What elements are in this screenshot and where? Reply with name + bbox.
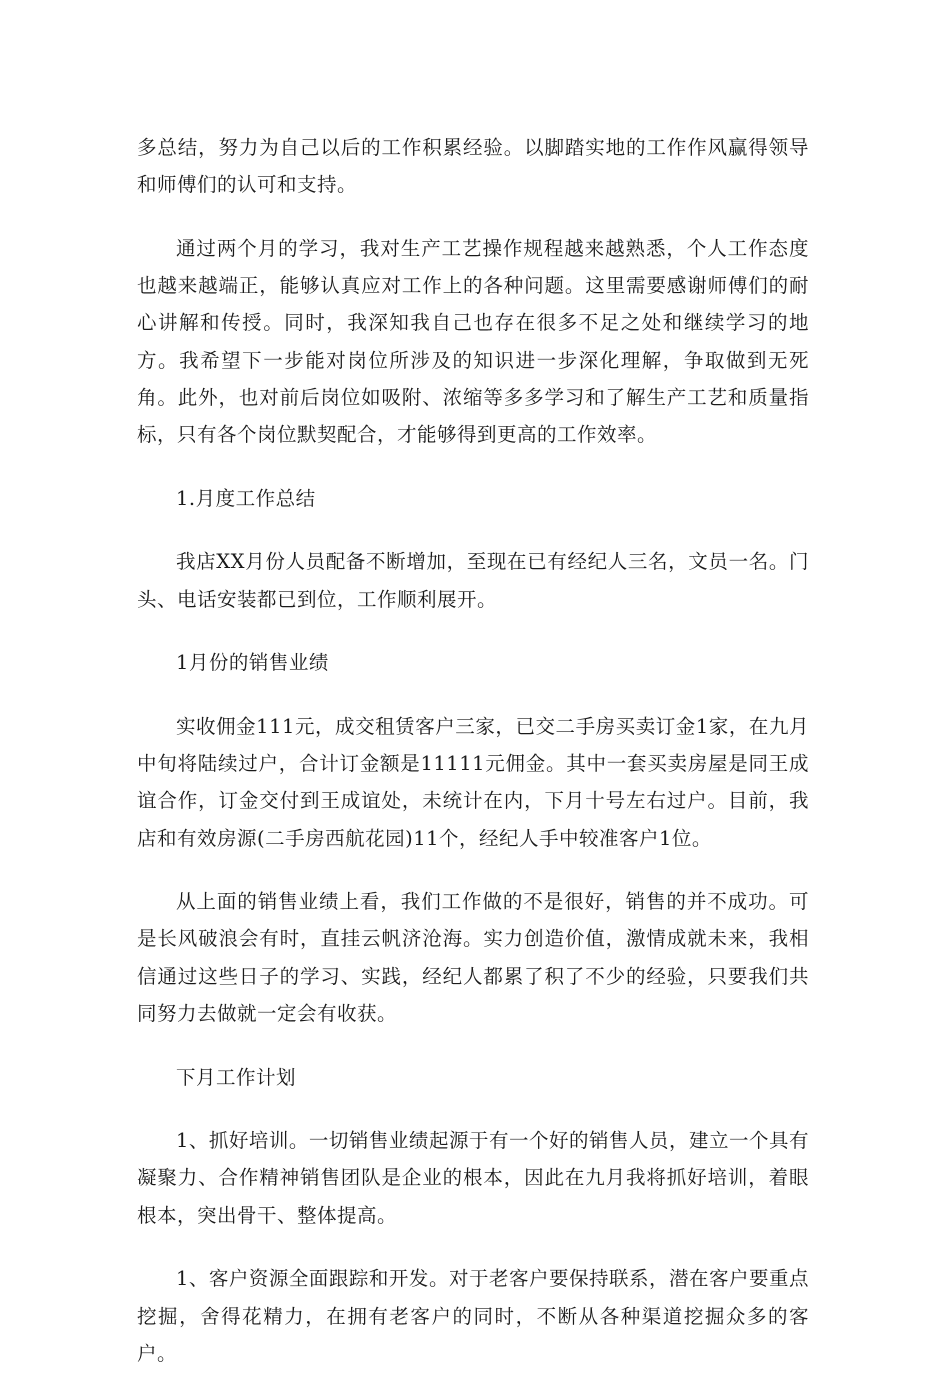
paragraph-sales-analysis: 从上面的销售业绩上看，我们工作做的不是很好，销售的并不成功。可是长风破浪会有时，直挂云帆济沧海。实力创造价值，激情成就未来，我相信通过这些日子的学习、实践，经纪人都累了积了不少的经验，只要我们共同努力去做就一定会有收获。 (137, 890, 809, 1025)
paragraph-staffing: 我店XX月份人员配备不断增加，至现在已有经纪人三名，文员一名。门头、电话安装都已到位，工作顺利展开。 (137, 550, 809, 611)
subheading-sales-performance: 1月份的销售业绩 (176, 651, 329, 675)
paragraph-continuation: 多总结，努力为自己以后的工作积累经验。以脚踏实地的工作作风赢得领导和师傅们的认可和支持。 (137, 136, 809, 197)
document-body (137, 129, 809, 1398)
paragraph-plan-training: 1、抓好培训。一切销售业绩起源于有一个好的销售人员，建立一个具有凝聚力、合作精神销售团队是企业的根本，因此在九月我将抓好培训，着眼根本，突出骨干、整体提高。 (137, 1129, 809, 1227)
section-heading-monthly-summary: 1.月度工作总结 (176, 486, 316, 510)
paragraph-sales-details: 实收佣金111元，成交租赁客户三家，已交二手房买卖订金1家，在九月中旬将陆续过户，合计订金额是11111元佣金。其中一套买卖房屋是同王成谊合作，订金交付到王成谊处，未统计在内，下月十号左右过户。目前，我店和有效房源(二手房西航花园)11个，经纪人手中较准客户1位。 (137, 714, 809, 850)
paragraph-plan-customers: 1、客户资源全面跟踪和开发。对于老客户要保持联系，潜在客户要重点挖掘，舍得花精力，在拥有老客户的同时，不断从各种渠道挖掘众多的客户。 (137, 1267, 809, 1365)
paragraph-study-reflection: 通过两个月的学习，我对生产工艺操作规程越来越熟悉，个人工作态度也越来越端正，能够认真应对工作上的各种问题。这里需要感谢师傅们的耐心讲解和传授。同时，我深知我自己也存在很多不足之处和继续学习的地方。我希望下一步能对岗位所涉及的知识进一步深化理解，争取做到无死角。此外，也对前后岗位如吸附、浓缩等多多学习和了解生产工艺和质量指标，只有各个岗位默契配合，才能够得到更高的工作效率。 (137, 236, 809, 446)
subheading-next-month-plan: 下月工作计划 (176, 1065, 297, 1089)
